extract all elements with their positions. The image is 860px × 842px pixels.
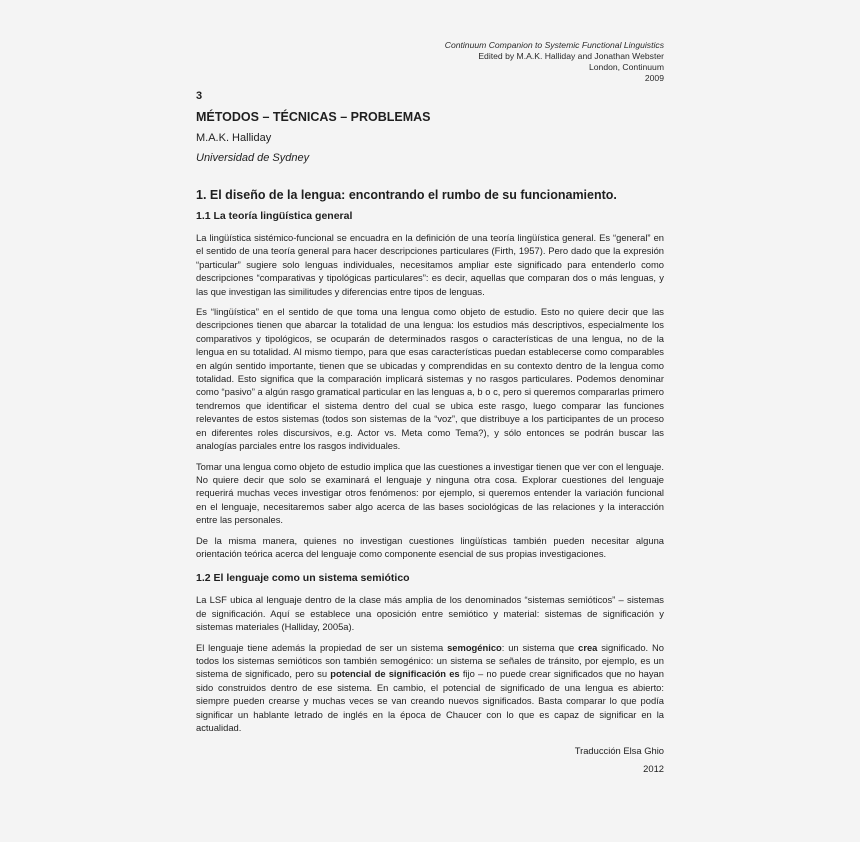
paragraph: Tomar una lengua como objeto de estudio implica que las cuestiones a investigar tienen que ver con el lenguaje. No quiere decir que solo se examinará el lenguaje y ninguna otra cosa. Explorar cuestiones del lenguaje requerirá muchas veces investigar otros fenómenos: por ejemplo, si queremos entender la variación funcional en el lenguaje, necesitaremos saber algo acerca de las bases sociológicas de las relaciones y la interacción entre las personales. <box>196 460 664 526</box>
bold-term: potencial de significación es <box>330 668 460 680</box>
text-run: El lenguaje tiene además la propiedad de ser un sistema <box>196 641 448 653</box>
paragraph: La lingüística sistémico-funcional se encuadra en la definición de una teoría lingüística general. Es “general” en el sentido de una teoría general para hacer descripciones particulares (Firth, 1957). Pero dado que la expresión “particular” sugiere solo lenguas individuales, necesitamos ampliar este significado para entenderlo como descripciones “comparativas y tipológicas particulares”: es decir, aquellas que comparan dos o más lenguas, y las que investigan las similitudes y diferencias entre tipos de lenguas. <box>196 232 664 297</box>
document-body <box>196 90 664 774</box>
subsection-heading: 1.2 El lenguaje como un sistema semiótico <box>196 572 410 585</box>
citation-header <box>445 40 664 84</box>
text-run: : un sistema que <box>501 641 579 653</box>
book-title: Continuum Companion to Systemic Functional Linguistics <box>444 40 664 50</box>
publication-year: 2009 <box>644 73 664 83</box>
bold-term: crea <box>578 641 598 653</box>
author-name: M.A.K. Halliday <box>196 132 272 144</box>
bold-term: semogénico <box>447 641 502 653</box>
author-affiliation: Universidad de Sydney <box>196 152 310 164</box>
paragraph: De la misma manera, quienes no investigan cuestiones lingüísticas también pueden necesitar alguna orientación teórica acerca del lenguaje como componente esencial de sus propias investigaciones. <box>196 534 664 559</box>
paragraph: La LSF ubica al lenguaje dentro de la clase más amplia de los denominados “sistemas semióticos” – sistemas de significación. Aquí se establece una oposición entre semiótico y material: sistemas de significación y sistemas materiales (Halliday, 2005a). <box>196 594 664 633</box>
paragraph <box>196 641 664 735</box>
editors: Edited by M.A.K. Halliday and Jonathan Webster <box>478 51 664 61</box>
section-heading: 1. El diseño de la lengua: encontrando el rumbo de su funcionamiento. <box>196 188 617 202</box>
text-run: significado. No todos los sistemas semióticos son también semogénico: un sistema se señales de tránsito, por ejemplo, es un sistema de significado, pero su <box>196 641 664 680</box>
chapter-title: MÉTODOS – TÉCNICAS – PROBLEMAS <box>196 110 431 124</box>
subsection-heading: 1.1 La teoría lingüística general <box>196 210 353 222</box>
chapter-number: 3 <box>196 90 203 102</box>
paragraph: Es “lingüística” en el sentido de que toma una lengua como objeto de estudio. Esto no quiere decir que las descripciones tienen que abarcar la totalidad de una lengua: los estudios más descriptivos, especialmente los comparativos y tipológicos, se ocuparán de determinados rasgos o características de una lengua, no de la lengua en su totalidad. Al mismo tiempo, para que esas características puedan establecerse como comparables en algún sentido importante, tienen que se ubicadas y comprendidas en su contexto dentro de la lengua como totalidad. Esto significa que la comparación implicará sistemas y no rasgos particulares. Podemos denominar como “pasivo” a algún rasgo gramatical particular en las lenguas a, b o c, pero si queremos compararlas primero tendremos que identificar el sistema dentro del cual se ubica este rasgo, luego comparar las funciones relevantes de estos sistemas (todos son sistemas de la “voz”, que distribuye a los participantes de un proceso en diferentes roles discursivos, e.g. Actor vs. Meta como Tema?), y sólo entonces se podrán buscar las analogías parciales entre los rasgos individuales. <box>196 306 664 452</box>
text-run: fijo – no puede crear significados que no hayan sido construidos dentro de ese sistema. En cambio, el potencial de significado de una lengua es abierto: siempre pueden crearse y muchas veces se van creando nuevos significados. Basta comparar lo que podía significar un hablante letrado de inglés en la época de Chaucer con lo que es capaz de significar en la actualidad. <box>196 668 664 733</box>
translation-year: 2012 <box>643 763 664 775</box>
translator-credit: Traducción Elsa Ghio <box>574 745 664 757</box>
publisher: London, Continuum <box>588 62 664 72</box>
